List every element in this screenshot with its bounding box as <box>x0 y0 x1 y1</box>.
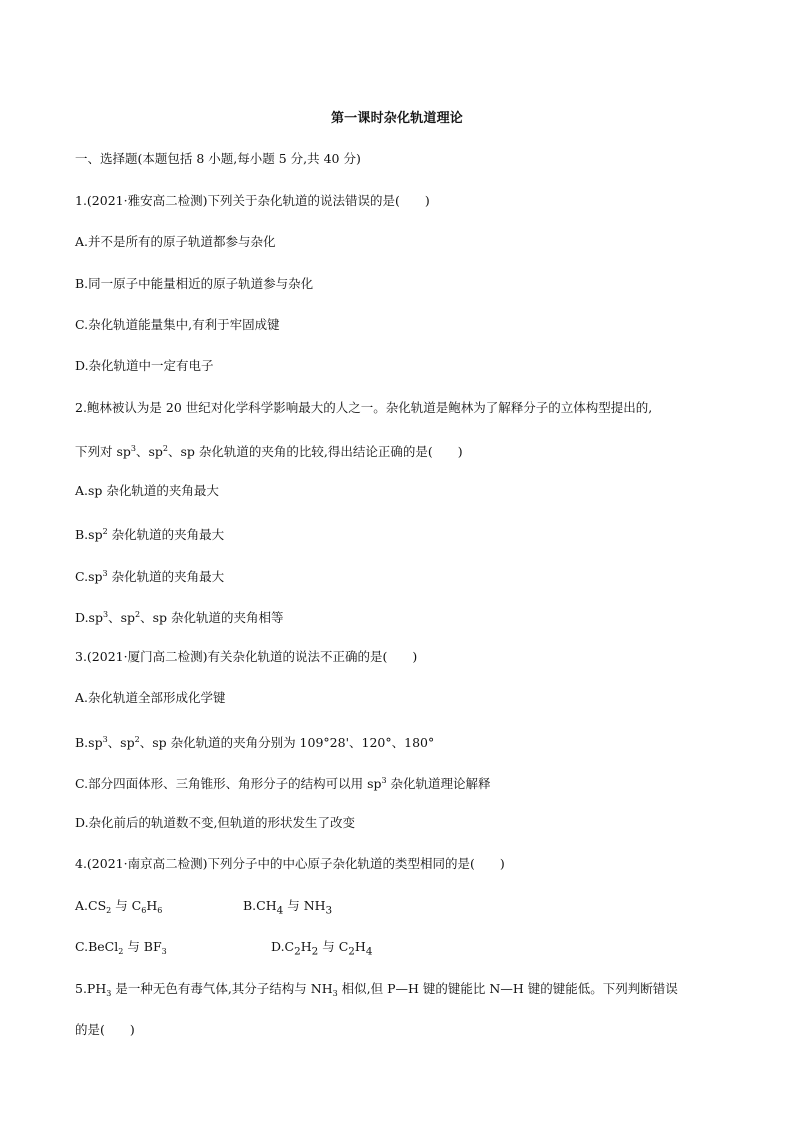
q3-option-a: A.杂化轨道全部形成化学键 <box>75 690 226 705</box>
q4-stem: 4.(2021·南京高二检测)下列分子中的中心原子杂化轨道的类型相同的是( ) <box>75 856 505 871</box>
q1-option-b: B.同一原子中能量相近的原子轨道参与杂化 <box>75 276 314 291</box>
q3-stem: 3.(2021·厦门高二检测)有关杂化轨道的说法不正确的是( ) <box>75 649 418 664</box>
q5-stem-line1: $5.PH_3$ 是一种无色有毒气体,其分子结构与 $NH_3$ 相似,但 P—H 键的键能比 N—H 键的键能低。下列判断错误 <box>75 981 678 998</box>
q4-option-a: $A.CS_2$ 与 $C_6H_6$ <box>75 898 163 915</box>
q1-option-a: A.并不是所有的原子轨道都参与杂化 <box>75 234 276 249</box>
q2-stem-line2: 下列对 $sp^3$、$sp^2$、sp 杂化轨道的夹角的比较,得出结论正确的是( ) <box>75 444 463 459</box>
section-heading: 一、选择题(本题包括 8 小题,每小题 5 分,共 40 分) <box>75 151 361 166</box>
q3-option-c: C.部分四面体形、三角锥形、角形分子的结构可以用 $sp^3$ 杂化轨道理论解释 <box>75 776 491 791</box>
q2-option-c: $C.sp^3$ 杂化轨道的夹角最大 <box>75 569 225 584</box>
q2-stem-line1: 2.鲍林被认为是 20 世纪对化学科学影响最大的人之一。杂化轨道是鲍林为了解释分子的立体构型提出的, <box>75 400 653 415</box>
q2-option-d: $D.sp^3$、$sp^2$、sp 杂化轨道的夹角相等 <box>75 610 284 625</box>
q1-option-c: C.杂化轨道能量集中,有利于牢固成键 <box>75 317 280 332</box>
q3-option-b: $B.sp^3$、$sp^2$、sp 杂化轨道的夹角分别为 109°28'、120°、180° <box>75 735 435 750</box>
q1-option-d: D.杂化轨道中一定有电子 <box>75 358 214 373</box>
q1-stem: 1.(2021·雅安高二检测)下列关于杂化轨道的说法错误的是( ) <box>75 193 430 208</box>
q2-option-a: A.sp 杂化轨道的夹角最大 <box>75 483 219 498</box>
q3-option-d: D.杂化前后的轨道数不变,但轨道的形状发生了改变 <box>75 815 356 830</box>
q4-option-b: $B.CH_4$ 与 $NH_3$ <box>243 898 333 917</box>
q2-option-b: $B.sp^2$ 杂化轨道的夹角最大 <box>75 527 225 542</box>
q4-option-d: $D.C_2H_2$ 与 $C_2H_4$ <box>271 939 373 958</box>
q4-option-c: C.BeCl$_2$ 与 $BF_3$ <box>75 939 167 956</box>
q5-stem-line2: 的是( ) <box>75 1022 135 1037</box>
page-title: 第一课时杂化轨道理论 <box>330 111 463 126</box>
